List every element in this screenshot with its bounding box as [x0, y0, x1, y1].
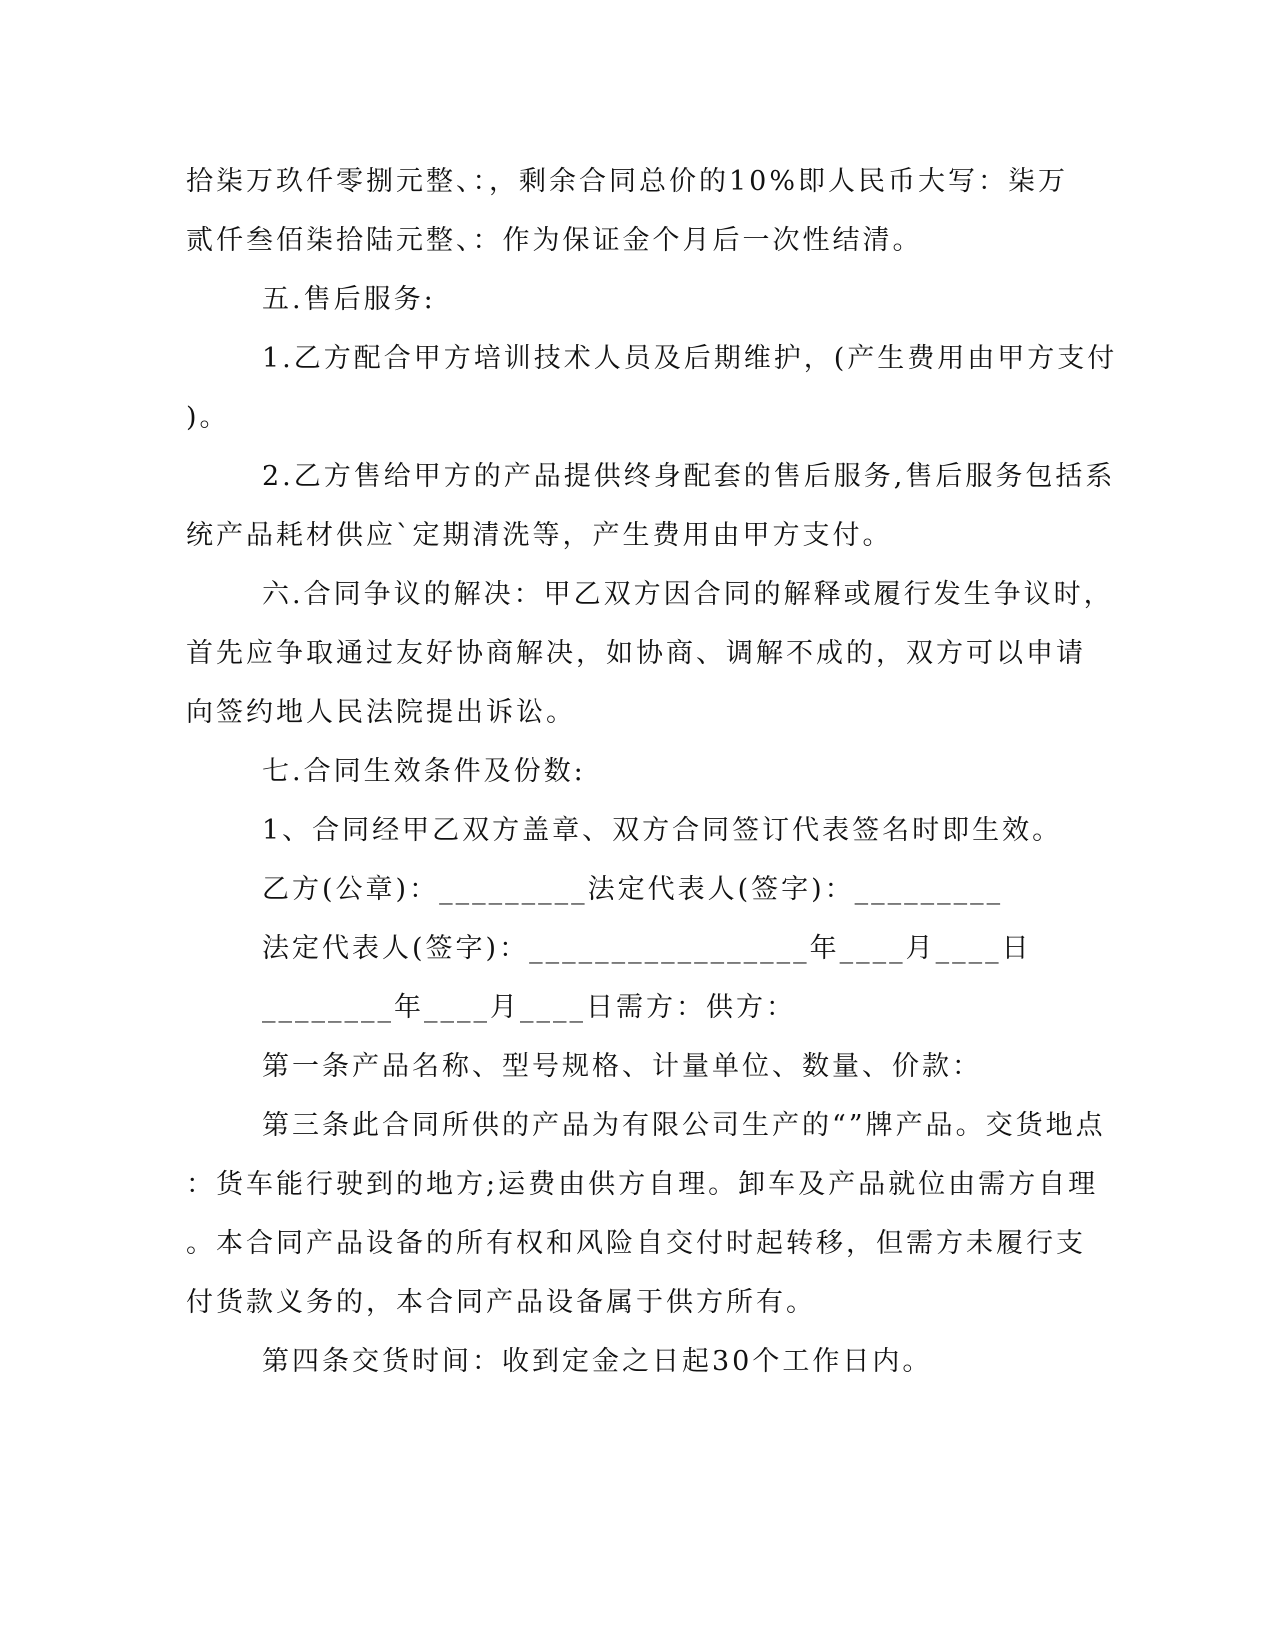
paragraph-line: 首先应争取通过友好协商解决，如协商、调解不成的，双方可以申请 — [186, 638, 1086, 669]
paragraph-line: 统产品耗材供应`定期清洗等，产生费用由甲方支付。 — [186, 520, 893, 551]
section-heading-effect: 七.合同生效条件及份数: — [262, 756, 586, 787]
paragraph-line: 第三条此合同所供的产品为有限公司生产的“”牌产品。交货地点 — [262, 1110, 1106, 1141]
signature-line-date: ________年____月____日需方：供方： — [262, 992, 796, 1023]
article-1-heading: 第一条产品名称、型号规格、计量单位、数量、价款： — [262, 1051, 982, 1082]
paragraph-line: 1.乙方配合甲方培训技术人员及后期维护，(产生费用由甲方支付 — [262, 343, 1118, 374]
paragraph-line: 。本合同产品设备的所有权和风险自交付时起转移，但需方未履行支 — [186, 1228, 1086, 1259]
paragraph-line: 贰仟叁佰柒拾陆元整、：作为保证金个月后一次性结清。 — [186, 225, 923, 256]
paragraph-line: )。 — [186, 402, 230, 433]
signature-line-party-b: 乙方(公章)：_________法定代表人(签字)：_________ — [262, 874, 1004, 905]
section-heading-after-sales: 五.售后服务: — [262, 284, 436, 315]
paragraph-line: 向签约地人民法院提出诉讼。 — [186, 697, 576, 728]
paragraph-line: ：货车能行驶到的地方;运费由供方自理。卸车及产品就位由需方自理 — [186, 1169, 1099, 1200]
signature-line-representative: 法定代表人(签字)：_________________年____月____日 — [262, 933, 1032, 964]
section-heading-dispute: 六.合同争议的解决：甲乙双方因合同的解释或履行发生争议时， — [262, 579, 1114, 610]
paragraph-line: 1、合同经甲乙双方盖章、双方合同签订代表签名时即生效。 — [262, 815, 1063, 846]
article-4-line: 第四条交货时间：收到定金之日起30个工作日内。 — [262, 1346, 933, 1377]
paragraph-line: 2.乙方售给甲方的产品提供终身配套的售后服务,售后服务包括系 — [262, 461, 1116, 492]
paragraph-line: 付货款义务的，本合同产品设备属于供方所有。 — [186, 1287, 816, 1318]
paragraph-line: 拾柒万玖仟零捌元整、：，剩余合同总价的10%即人民币大写：柒万 — [186, 166, 1069, 197]
